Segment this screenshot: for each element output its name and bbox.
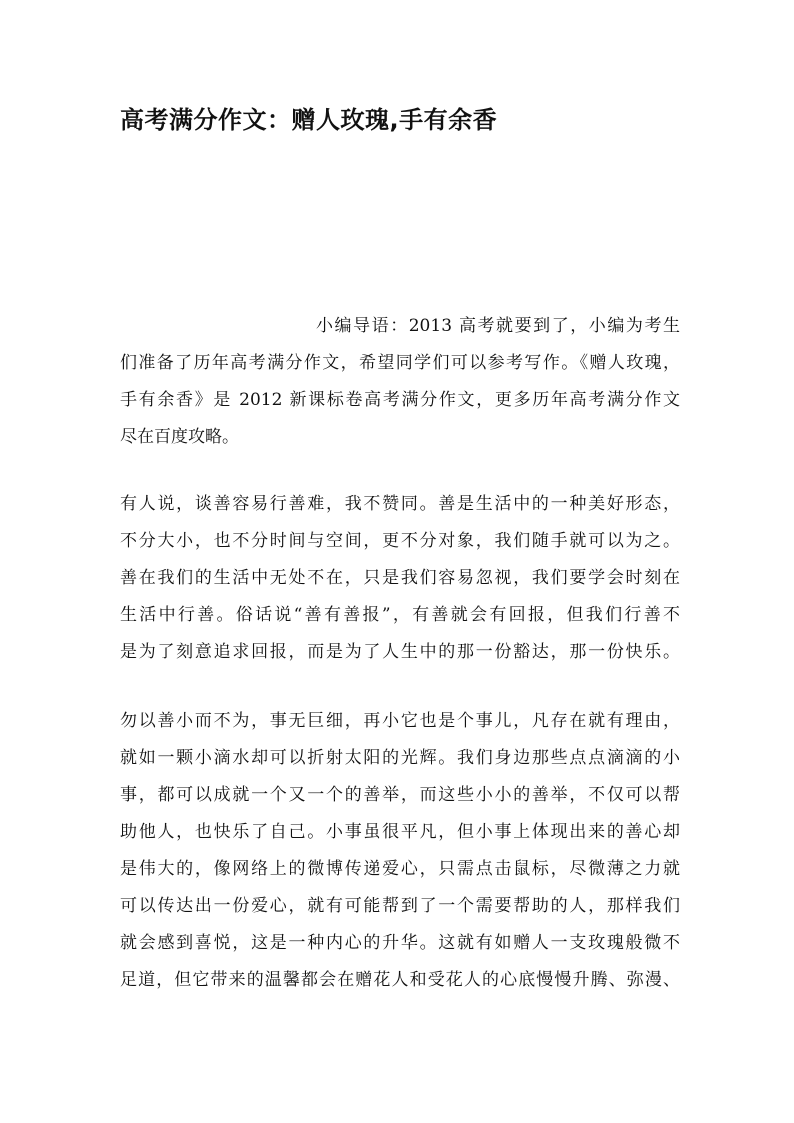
text-line: 是伟大的，像网络上的微博传递爱心，只需点击鼠标，尽微薄之力就 (120, 859, 680, 879)
essay-paragraph-2 (120, 703, 680, 999)
text-line: 不分大小，也不分时间与空间，更不分对象，我们随手就可以为之。 (120, 531, 680, 551)
text-line: 有人说，谈善容易行善难，我不赞同。善是生活中的一种美好形态， (120, 494, 680, 514)
essay-paragraph-1 (120, 486, 680, 671)
text-line: 事，都可以成就一个又一个的善举，而这些小小的善举，不仅可以帮 (120, 785, 680, 805)
text-line: 小编导语：2013 高考就要到了，小编为考生 (316, 316, 680, 336)
text-line: 生活中行善。俗话说“善有善报”，有善就会有回报，但我们行善不 (120, 605, 680, 625)
text-line: 就如一颗小滴水却可以折射太阳的光辉。我们身边那些点点滴滴的小 (120, 748, 680, 768)
document-title: 高考满分作文：赠人玫瑰,手有余香 (120, 106, 498, 134)
text-line: 就会感到喜悦，这是一种内心的升华。这就有如赠人一支玫瑰般微不 (120, 933, 680, 953)
text-line: 们准备了历年高考满分作文，希望同学们可以参考写作。《赠人玫瑰， (120, 353, 680, 373)
text-line: 助他人，也快乐了自己。小事虽很平凡，但小事上体现出来的善心却 (120, 822, 680, 842)
text-line: 尽在百度攻略。 (120, 427, 239, 447)
text-line: 手有余香》是 2012 新课标卷高考满分作文，更多历年高考满分作文 (120, 390, 680, 410)
text-line: 足道，但它带来的温馨都会在赠花人和受花人的心底慢慢升腾、弥漫、 (120, 970, 680, 990)
text-line: 是为了刻意追求回报，而是为了人生中的那一份豁达，那一份快乐。 (120, 642, 680, 662)
text-line: 善在我们的生活中无处不在，只是我们容易忽视，我们要学会时刻在 (120, 568, 680, 588)
text-line: 可以传达出一份爱心，就有可能帮到了一个需要帮助的人，那样我们 (120, 896, 680, 916)
text-line: 勿以善小而不为，事无巨细，再小它也是个事儿，凡存在就有理由， (120, 711, 680, 731)
editor-intro (120, 308, 680, 456)
